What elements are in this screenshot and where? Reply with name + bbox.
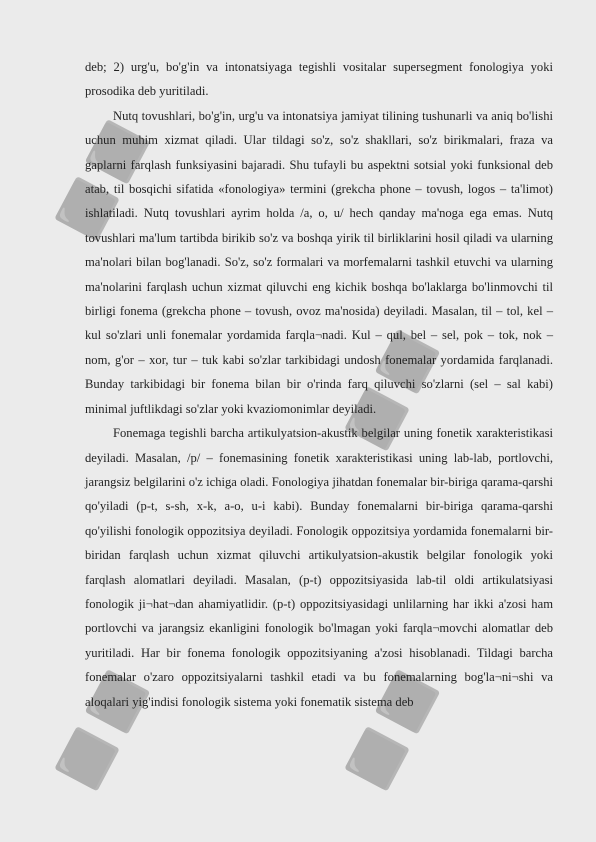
paragraph-1: deb; 2) urg'u, bo'g'in va intonatsiyaga tegishli vositalar supersegment fonologiya yoki prosodika deb yuritiladi.: [85, 60, 553, 99]
watermark-mark: ⬛⬛: [52, 107, 159, 246]
watermark-mark: ⬛⬛: [342, 317, 449, 456]
document-body: [85, 55, 553, 714]
paragraph-2: Nutq tovushlari, bo'g'in, urg'u va intonatsiya jamiyat tilining tushunarli va aniq bo'lishi uchun muhim xizmat qiladi. Ular tildagi so'z, so'z shakllari, so'z birikmalari, fraza va gaplarni farqlash funksiyasini bajaradi. Shu tufayli bu aspektni sotsial yoki funksional deb atab, til bosqichi sifatida «fonologiya» termini (grekcha phone – tovush, logos – ta'limot) ishlatiladi. Nutq tovushlari ayrim holda /a, o, u/ hech qanday ma'noga ega emas. Nutq tovushlari ma'lum tartibda birikib so'z va boshqa yirik til birliklarini hosil qiladi va ularning ma'nolari bilan bog'lanadi. So'z, so'z formalari va morfemalarni tashkil etuvchi va ularning ma'nolarini farqlash uchun xizmat qiluvchi eng kichik boshqa bo'laklarga bo'linmovchi til birligi fonema (grekcha phone – tovush, ovoz ma'nosida) deyiladi. Masalan, til – tol, kel – kul so'zlari unli fonemalar yordamida farqla¬nadi. Kul – qul, bel – sel, pok – tok, nok – nom, g'or – xor, tur – tuk kabi so'zlar tarkibidagi undosh fonemalar yordamida farqlanadi. Bunday tarkibidagi bir fonema bilan bir o'rinda farq qiluvchi so'zlarni (sel – sal kabi) minimal juftlikdagi so'zlar yoki kvaziomonimlar deyiladi.: [85, 108, 553, 416]
watermark-mark: ⬛⬛: [52, 657, 159, 796]
watermark-mark: ⬛⬛: [342, 657, 449, 796]
paragraph-3: Fonemaga tegishli barcha artikulyatsion-akustik belgilar uning fonetik xarakteristikasi deyiladi. Masalan, /p/ – fonemasining fonetik xarakteristikasi uning lab-lab, portlovchi, jarangsiz belgilarini o'z ichiga oladi. Fonologiya jihatdan fonemalar bir-biriga qarama-qarshi qo'yiladi (p-t, s-sh, x-k, a-o, u-i kabi). Bunday fonemalarni bir-biriga qarama-qarshi qo'yilishi fonologik oppozitsiya deyiladi. Fonologik oppozitsiya yordamida fonemalarni bir-biridan farqlash uchun xizmat qiluvchi artikulyatsion-akustik belgilar fonologik yoki farqlash alomatlari deyiladi. Masalan, (p-t) oppozitsiyasida lab-til oldi artikulatsiyasi fonologik ji¬hat¬dan ahamiyatlidir. (p-t) oppozitsiyasidagi unlilarning har ikki a'zosi ham portlovchi va jarangsiz ekanligini fonologik bo'lmagan yoki farqla¬movchi alomatlar deb yuritiladi. Har bir fonema fonologik oppozitsiyaning a'zosi hisoblanadi. Tildagi barcha fonemalar o'zaro oppozitsiyalarni tashkil etadi va bu fonemalarning bog'la¬ni¬shi va aloqalari yig'indisi fonologik sistema yoki fonematik sistema deb: [85, 426, 553, 709]
